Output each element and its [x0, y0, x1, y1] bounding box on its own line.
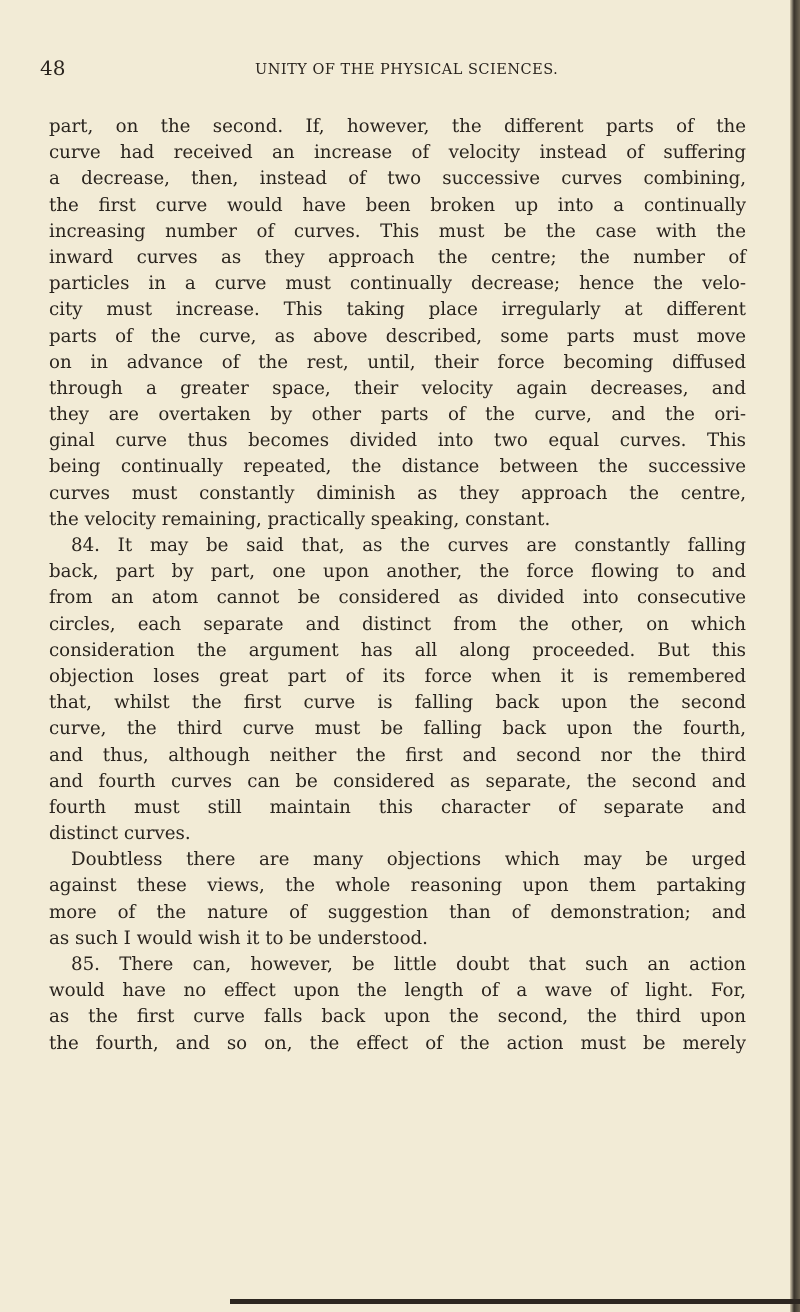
- text-line: on in advance of the rest, until, their force becoming diffused: [49, 351, 746, 373]
- page-edge: [790, 0, 800, 1312]
- text-line: would have no effect upon the length of a wave of light. For,: [49, 980, 746, 1002]
- text-line: and thus, although neither the first and second nor the third: [49, 744, 746, 766]
- text-line: city must increase. This taking place irregularly at different: [49, 299, 746, 321]
- text-line: the velocity remaining, practically speaking, constant.: [49, 508, 551, 530]
- text-line: fourth must still maintain this character of separate and: [49, 796, 746, 818]
- text-line: they are overtaken by other parts of the curve, and the ori-: [49, 404, 746, 426]
- text-line: being continually repeated, the distance between the successive: [49, 456, 746, 478]
- page-header: [40, 56, 760, 84]
- text-line: 84. It may be said that, as the curves are constantly falling: [71, 535, 746, 556]
- page-number: 48: [40, 56, 66, 80]
- text-line: curve, the third curve must be falling back upon the fourth,: [49, 718, 746, 740]
- text-line: as such I would wish it to be understood.: [49, 927, 428, 949]
- text-line: curve had received an increase of velocity instead of suffering: [49, 142, 746, 164]
- running-title: UNITY OF THE PHYSICAL SCIENCES.: [255, 62, 559, 78]
- text-line: ginal curve thus becomes divided into two equal curves. This: [49, 430, 746, 452]
- text-line: 85. There can, however, be little doubt that such an action: [71, 954, 746, 975]
- text-line: more of the nature of suggestion than of demonstration; and: [49, 901, 746, 923]
- text-line: part, on the second. If, however, the different parts of the: [49, 116, 746, 137]
- text-line: inward curves as they approach the centre; the number of: [49, 246, 746, 268]
- text-line: against these views, the whole reasoning upon them partaking: [49, 875, 746, 897]
- text-line: a decrease, then, instead of two successive curves combining,: [49, 168, 746, 190]
- page-body: [49, 114, 746, 1057]
- text-line: the first curve would have been broken up into a continually: [49, 194, 746, 216]
- text-line: back, part by part, one upon another, the force flowing to and: [49, 561, 746, 583]
- text-line: distinct curves.: [49, 823, 191, 845]
- text-line: through a greater space, their velocity again decreases, and: [49, 377, 746, 399]
- text-line: circles, each separate and distinct from the other, on which: [49, 613, 746, 635]
- text-line: objection loses great part of its force when it is remembered: [49, 665, 746, 687]
- text-line: consideration the argument has all along proceeded. But this: [49, 639, 746, 661]
- text-line: parts of the curve, as above described, some parts must move: [49, 325, 746, 347]
- text-line: Doubtless there are many objections which may be urged: [71, 849, 746, 871]
- text-line: increasing number of curves. This must be the case with the: [49, 220, 746, 242]
- text-line: particles in a curve must continually decrease; hence the velo-: [49, 273, 746, 295]
- text-line: the fourth, and so on, the effect of the action must be merely: [49, 1032, 746, 1054]
- page-bottom-edge: [230, 1299, 800, 1304]
- text-line: as the first curve falls back upon the second, the third upon: [49, 1006, 746, 1028]
- text-line: that, whilst the first curve is falling back upon the second: [49, 692, 746, 714]
- text-line: from an atom cannot be considered as divided into consecutive: [49, 587, 746, 609]
- text-line: curves must constantly diminish as they approach the centre,: [49, 482, 746, 504]
- text-line: and fourth curves can be considered as separate, the second and: [49, 770, 746, 792]
